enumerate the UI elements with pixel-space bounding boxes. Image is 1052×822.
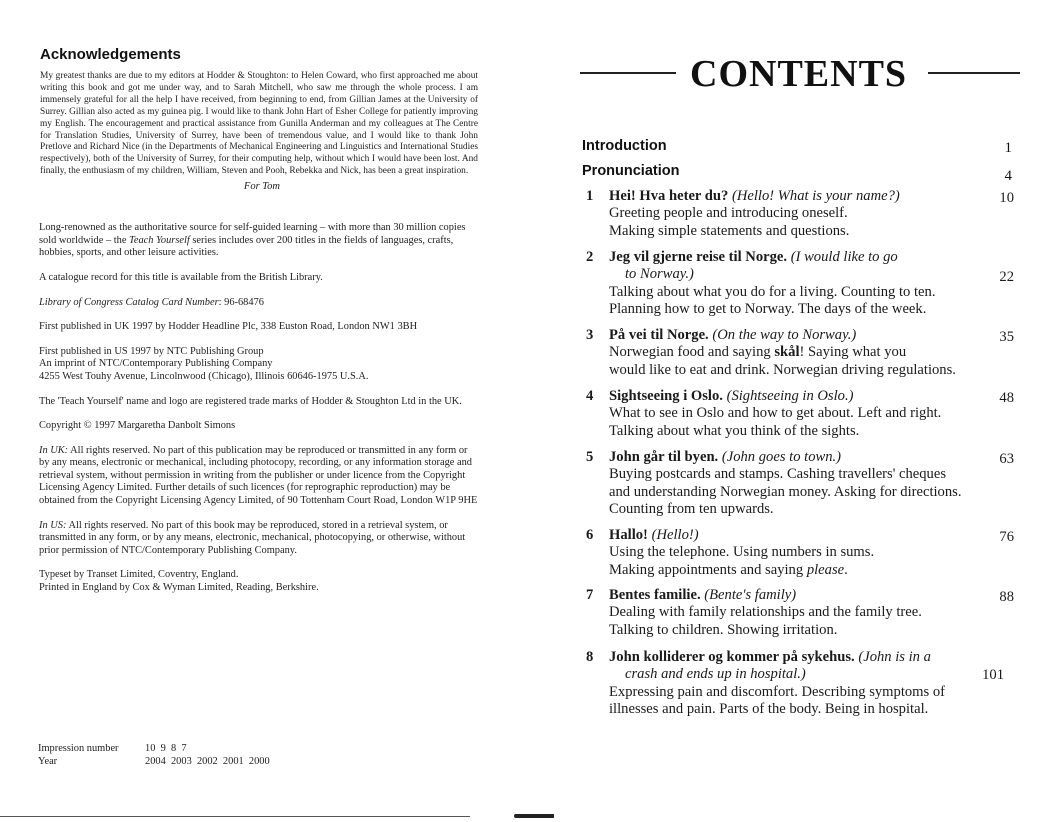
toc-chapter[interactable] (580, 327, 1014, 379)
chapter-page: 63 (999, 451, 1014, 467)
copyright-page (38, 46, 478, 607)
description-text: . (844, 561, 848, 578)
chapter-translation-cont: to Norway.) (625, 266, 694, 283)
description-text: ! Saying what you (799, 344, 907, 361)
chapter-heading (609, 587, 989, 604)
us-publisher-line-1: First published in US 1997 by NTC Publishing Group (39, 345, 264, 357)
chapter-page: 48 (999, 390, 1014, 406)
chapter-description: Talking about what you think of the sights. (609, 422, 860, 439)
chapter-description: Counting from ten upwards. (609, 500, 774, 517)
chapter-number: 5 (586, 449, 594, 465)
toc-introduction-page: 1 (1004, 140, 1012, 156)
toc-chapter[interactable] (580, 249, 1014, 318)
chapter-translation: (Sightseeing in Oslo.) (726, 388, 854, 404)
chapter-translation: (I would like to go (790, 249, 898, 265)
toc-pronunciation-page: 4 (1004, 168, 1012, 184)
page-bottom-rule (0, 816, 470, 817)
loc-number (39, 297, 478, 310)
chapter-heading (609, 449, 989, 466)
chapter-heading (609, 188, 989, 205)
chapter-page: 35 (999, 329, 1014, 345)
uk-rights (39, 445, 478, 508)
chapter-title: Bentes familie. (609, 587, 701, 603)
description-text: Norwegian food and saying (609, 344, 775, 361)
toc-chapter[interactable] (580, 388, 1014, 440)
toc-chapter[interactable] (580, 527, 1014, 579)
chapter-title: Hallo! (609, 527, 648, 543)
chapter-title: John kolliderer og kommer på sykehus. (609, 649, 855, 665)
chapter-heading (609, 649, 989, 666)
chapter-number: 2 (586, 249, 594, 265)
chapter-heading (609, 249, 989, 266)
chapter-description: Talking to children. Showing irritation. (609, 621, 838, 638)
series-blurb-end: series includes over 200 titles in the fields of languages, crafts, hobbies, sports, and other leisure activities. (39, 234, 454, 259)
chapter-translation: (Bente's family) (704, 587, 797, 603)
chapter-page: 22 (999, 269, 1014, 285)
impression-value: 10 9 8 7 (145, 743, 187, 754)
chapter-page: 88 (999, 589, 1014, 605)
chapter-number: 7 (586, 587, 594, 603)
chapter-description: would like to eat and drink. Norwegian driving regulations. (609, 361, 956, 378)
chapter-description: Using the telephone. Using numbers in sums. (609, 544, 875, 561)
chapter-heading (609, 527, 989, 544)
uk-publisher: First published in UK 1997 by Hodder Headline Plc, 338 Euston Road, London NW1 3BH (39, 321, 418, 333)
toc-chapter[interactable] (580, 587, 1014, 639)
impression-label: Impression number (38, 743, 119, 754)
chapter-number: 8 (586, 649, 594, 665)
toc-introduction-label: Introduction (582, 138, 667, 154)
trademark-notice: The 'Teach Yourself' name and logo are registered trade marks of Hodder & Stoughton Ltd in the UK. (39, 395, 462, 407)
chapter-title: John går til byen. (609, 449, 719, 465)
contents-header (580, 52, 1020, 96)
chapter-number: 3 (586, 327, 594, 343)
chapter-heading (609, 388, 989, 405)
chapter-translation-cont: crash and ends up in hospital.) (625, 666, 806, 683)
chapter-description: and understanding Norwegian money. Asking for directions. (609, 483, 962, 500)
year-label: Year (38, 755, 58, 767)
uk-rights-label: In UK: (39, 444, 69, 456)
series-blurb-start: Long-renowned as the authoritative source for self-guided learning – with more than 30 million copies sold worldwide – the (39, 222, 466, 246)
copyright-line: Copyright © 1997 Margaretha Danbolt Simons (39, 420, 236, 432)
toc-chapter[interactable] (580, 188, 1014, 240)
title-rule-right (928, 72, 1020, 74)
chapter-description: Expressing pain and discomfort. Describing symptoms of (609, 683, 946, 700)
chapter-title: Sightseeing i Oslo. (609, 388, 723, 404)
toc-chapter[interactable] (580, 449, 1014, 518)
chapter-description: What to see in Oslo and how to get about. Left and right. (609, 405, 942, 422)
title-rule-left (580, 72, 676, 74)
chapter-page: 101 (982, 667, 1004, 683)
typeset-line: Typeset by Transet Limited, Coventry, England. (39, 569, 239, 581)
chapter-number: 6 (586, 527, 594, 543)
us-rights (39, 520, 478, 558)
chapter-translation: (John is in a (858, 649, 931, 665)
chapter-page: 10 (999, 190, 1014, 206)
us-rights-label: In US: (39, 519, 67, 531)
printed-line: Printed in England by Cox & Wyman Limited, Reading, Berkshire. (39, 582, 319, 594)
toc-pronunciation[interactable] (582, 163, 1012, 184)
series-blurb (39, 222, 478, 260)
chapter-translation: (Hello!) (651, 527, 699, 543)
us-publisher-line-2: An imprint of NTC/Contemporary Publishing Company (39, 358, 273, 370)
catalogue-record: A catalogue record for this title is available from the British Library. (39, 271, 323, 283)
us-publisher-line-3: 4255 West Touhy Avenue, Lincolnwood (Chicago), Illinois 60646-1975 U.S.A. (39, 370, 369, 382)
chapter-description: Greeting people and introducing oneself. (609, 205, 848, 222)
impression-info (38, 743, 270, 768)
toc-introduction[interactable] (582, 138, 1012, 154)
chapter-description: Dealing with family relationships and the family tree. (609, 604, 922, 621)
chapter-description: illnesses and pain. Parts of the body. Being in hospital. (609, 700, 929, 717)
printer-info (39, 569, 478, 594)
us-rights-text: All rights reserved. No part of this book may be reproduced, stored in a retrieval system, or transmitted in any form, or by any means, electronic, mechanical, photocopying, or otherwise, without prior permission of NTC/Contemporary Publishing Company. (39, 519, 466, 556)
us-publisher (39, 346, 478, 384)
contents-page (580, 0, 1020, 822)
loc-value: : 96-68476 (218, 296, 264, 308)
chapter-title: Jeg vil gjerne reise til Norge. (609, 249, 788, 265)
chapter-description: Making simple statements and questions. (609, 222, 850, 239)
chapter-translation: (John goes to town.) (721, 449, 842, 465)
chapter-description (609, 344, 999, 361)
chapter-page: 76 (999, 529, 1014, 545)
acknowledgements-heading: Acknowledgements (40, 46, 181, 63)
loc-label: Library of Congress Catalog Card Number (39, 296, 219, 308)
toc-chapter[interactable] (580, 649, 1014, 718)
uk-rights-text: All rights reserved. No part of this publication may be reproduced or transmitted in any form or by any means, electronic or mechanical, including photocopy, recording, or any information storage and retrieval system, without permission in writing from the publisher or under licence from the Copyright Licensing Agency Limited. Further details of such licences (for reprographic reproduction) may be obtained from the Copyright Licensing Agency Limited, of 90 Tottenham Court Road, London W1P 9HE (39, 444, 478, 507)
acknowledgements-text: My greatest thanks are due to my editors at Hodder & Stoughton: to Helen Coward, who first approached me about writing this book and got me under way, and to Sarah Mitchell, who saw me through the whole process. I am immensely grateful for all the help I have received, from beginning to end, from Gillian James at the University of Surrey. Gillian also acted as my guinea pig. I would like to thank John Hart of Esher College for patiently improving my English. The encouragement and practical assistance from Gunilla Anderman and my colleagues at The Centre for Translation Studies, University of Surrey, have been of tremendous value, and I would like to thank John Pretlove and Richard Nice (in the Departments of Mechanical Engineering and Linguistics and International Studies respectively), both of the University of Surrey, for their computing help, without which I would have been lost. And finally, the enthusiasm of my children, William, Steven and Pooh, Rebekka and Nick, has been a great inspiration. (40, 71, 478, 177)
chapter-translation: (On the way to Norway.) (712, 327, 857, 343)
chapter-title: Hei! Hva heter du? (609, 188, 729, 204)
chapter-description: Buying postcards and stamps. Cashing travellers' cheques (609, 466, 947, 483)
chapter-description (609, 562, 999, 579)
chapter-number: 4 (586, 388, 594, 404)
chapter-translation: (Hello! What is your name?) (731, 188, 900, 204)
chapter-heading (609, 327, 989, 344)
description-italic-word: please (806, 561, 845, 578)
dedication: For Tom (243, 181, 280, 193)
contents-title: CONTENTS (690, 53, 908, 95)
page-edge-mark (514, 814, 554, 818)
chapter-description: Planning how to get to Norway. The days of the week. (609, 300, 927, 317)
year-value: 2004 2003 2002 2001 2000 (145, 755, 270, 767)
description-text: Making appointments and saying (609, 561, 807, 578)
chapter-title: På vei til Norge. (609, 327, 709, 343)
toc-pronunciation-label: Pronunciation (582, 163, 680, 179)
series-name: Teach Yourself (129, 234, 190, 246)
description-bold-word: skål (774, 344, 800, 361)
chapter-number: 1 (586, 188, 594, 204)
chapter-description: Talking about what you do for a living. Counting to ten. (609, 283, 936, 300)
